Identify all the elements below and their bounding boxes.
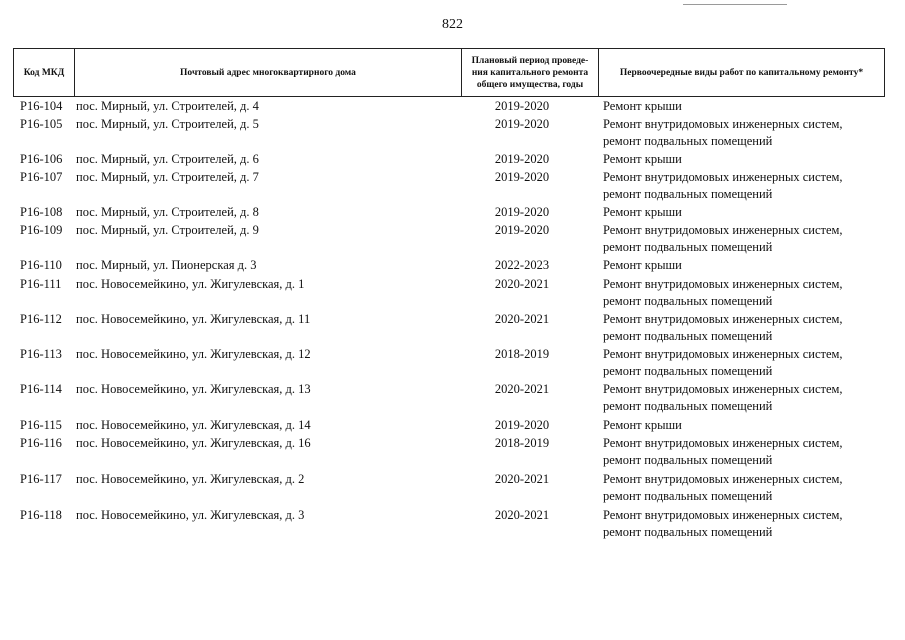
cell-period: 2020-2021 [494,312,550,326]
cell-works-line: ремонт подвальных помещений [603,134,773,148]
cell-works [603,257,893,274]
cell-works [603,311,893,345]
cell-code: Р16-104 [20,99,63,113]
cell-works [603,98,893,115]
cell-address: пос. Мирный, ул. Строителей, д. 4 [76,99,259,113]
cell-works-line: ремонт подвальных помещений [603,399,773,413]
cell-works-line: ремонт подвальных помещений [603,525,773,539]
cell-works-line: Ремонт внутридомовых инженерных систем, [603,472,843,486]
cell-works-line: Ремонт крыши [603,152,682,166]
cell-works-line: Ремонт крыши [603,258,682,272]
cell-code: Р16-108 [20,205,63,219]
cell-works-line: Ремонт внутридомовых инженерных систем, [603,312,843,326]
cell-address: пос. Мирный, ул. Строителей, д. 6 [76,152,259,166]
cell-address: пос. Мирный, ул. Пионерская д. 3 [76,258,257,272]
cell-works-line: Ремонт внутридомовых инженерных систем, [603,277,843,291]
cell-address: пос. Новосемейкино, ул. Жигулевская, д. 11 [76,312,311,326]
cell-period: 2018-2019 [494,436,550,450]
cell-works-line: Ремонт внутридомовых инженерных систем, [603,436,843,450]
cell-period: 2020-2021 [494,277,550,291]
cell-period: 2018-2019 [494,347,550,361]
cell-works-line: ремонт подвальных помещений [603,329,773,343]
cell-address: пос. Новосемейкино, ул. Жигулевская, д. 3 [76,508,305,522]
cell-works [603,222,893,256]
page-number: 822 [442,17,463,32]
cell-works [603,276,893,310]
cell-works [603,346,893,380]
cell-period: 2019-2020 [494,152,550,166]
cell-code: Р16-112 [20,312,62,326]
cell-period: 2019-2020 [494,117,550,131]
cell-works [603,417,893,434]
cell-period: 2019-2020 [494,99,550,113]
cell-address: пос. Мирный, ул. Строителей, д. 8 [76,205,259,219]
cell-code: Р16-113 [20,347,62,361]
cell-code: Р16-114 [20,382,62,396]
cell-period: 2020-2021 [494,508,550,522]
cell-code: Р16-115 [20,418,62,432]
cell-works [603,151,893,168]
cell-code: Р16-118 [20,508,62,522]
cell-works-line: Ремонт крыши [603,99,682,113]
cell-code: Р16-117 [20,472,62,486]
header-works: Первоочередные виды работ по капитальному ремонту* [619,67,864,78]
cell-works-line: Ремонт крыши [603,205,682,219]
cell-code: Р16-106 [20,152,63,166]
cell-address: пос. Мирный, ул. Строителей, д. 5 [76,117,259,131]
cell-works [603,507,893,541]
cell-works-line: ремонт подвальных помещений [603,453,773,467]
cell-works [603,204,893,221]
cell-works [603,435,893,469]
cell-address: пос. Мирный, ул. Строителей, д. 7 [76,170,259,184]
cell-works [603,169,893,203]
cell-works-line: ремонт подвальных помещений [603,240,773,254]
cell-address: пос. Новосемейкино, ул. Жигулевская, д. 13 [76,382,311,396]
cell-address: пос. Новосемейкино, ул. Жигулевская, д. 1 [76,277,305,291]
cell-period: 2019-2020 [494,418,550,432]
cell-works-line: ремонт подвальных помещений [603,489,773,503]
header-period: Плановый период проведе-ния капитального ремонта общего имущества, годы [462,49,599,96]
cell-works-line: Ремонт внутридомовых инженерных систем, [603,117,843,131]
cell-address: пос. Новосемейкино, ул. Жигулевская, д. 16 [76,436,311,450]
cell-code: Р16-111 [20,277,62,291]
cell-works-line: ремонт подвальных помещений [603,364,773,378]
header-code: Код МКД [14,49,75,96]
cell-address: пос. Новосемейкино, ул. Жигулевская, д. 12 [76,347,311,361]
cell-works-line: ремонт подвальных помещений [603,294,773,308]
cell-period: 2022-2023 [494,258,550,272]
cell-works [603,381,893,415]
cell-code: Р16-109 [20,223,63,237]
cell-code: Р16-116 [20,436,62,450]
cell-period: 2020-2021 [494,472,550,486]
cell-code: Р16-107 [20,170,63,184]
cell-works-line: Ремонт внутридомовых инженерных систем, [603,170,843,184]
cell-works [603,471,893,505]
cell-code: Р16-110 [20,258,62,272]
cell-period: 2019-2020 [494,205,550,219]
cell-works-line: Ремонт внутридомовых инженерных систем, [603,382,843,396]
cell-period: 2020-2021 [494,382,550,396]
cell-address: пос. Мирный, ул. Строителей, д. 9 [76,223,259,237]
cell-works-line: Ремонт крыши [603,418,682,432]
cell-period: 2019-2020 [494,223,550,237]
cell-code: Р16-105 [20,117,63,131]
cell-address: пос. Новосемейкино, ул. Жигулевская, д. 2 [76,472,305,486]
header-address: Почтовый адрес многоквартирного дома [75,49,462,96]
cell-works-line: Ремонт внутридомовых инженерных систем, [603,223,843,237]
cell-period: 2019-2020 [494,170,550,184]
cell-address: пос. Новосемейкино, ул. Жигулевская, д. 14 [76,418,311,432]
cell-works-line: ремонт подвальных помещений [603,187,773,201]
cell-works-line: Ремонт внутридомовых инженерных систем, [603,508,843,522]
cell-works [603,116,893,150]
cell-works-line: Ремонт внутридомовых инженерных систем, [603,347,843,361]
